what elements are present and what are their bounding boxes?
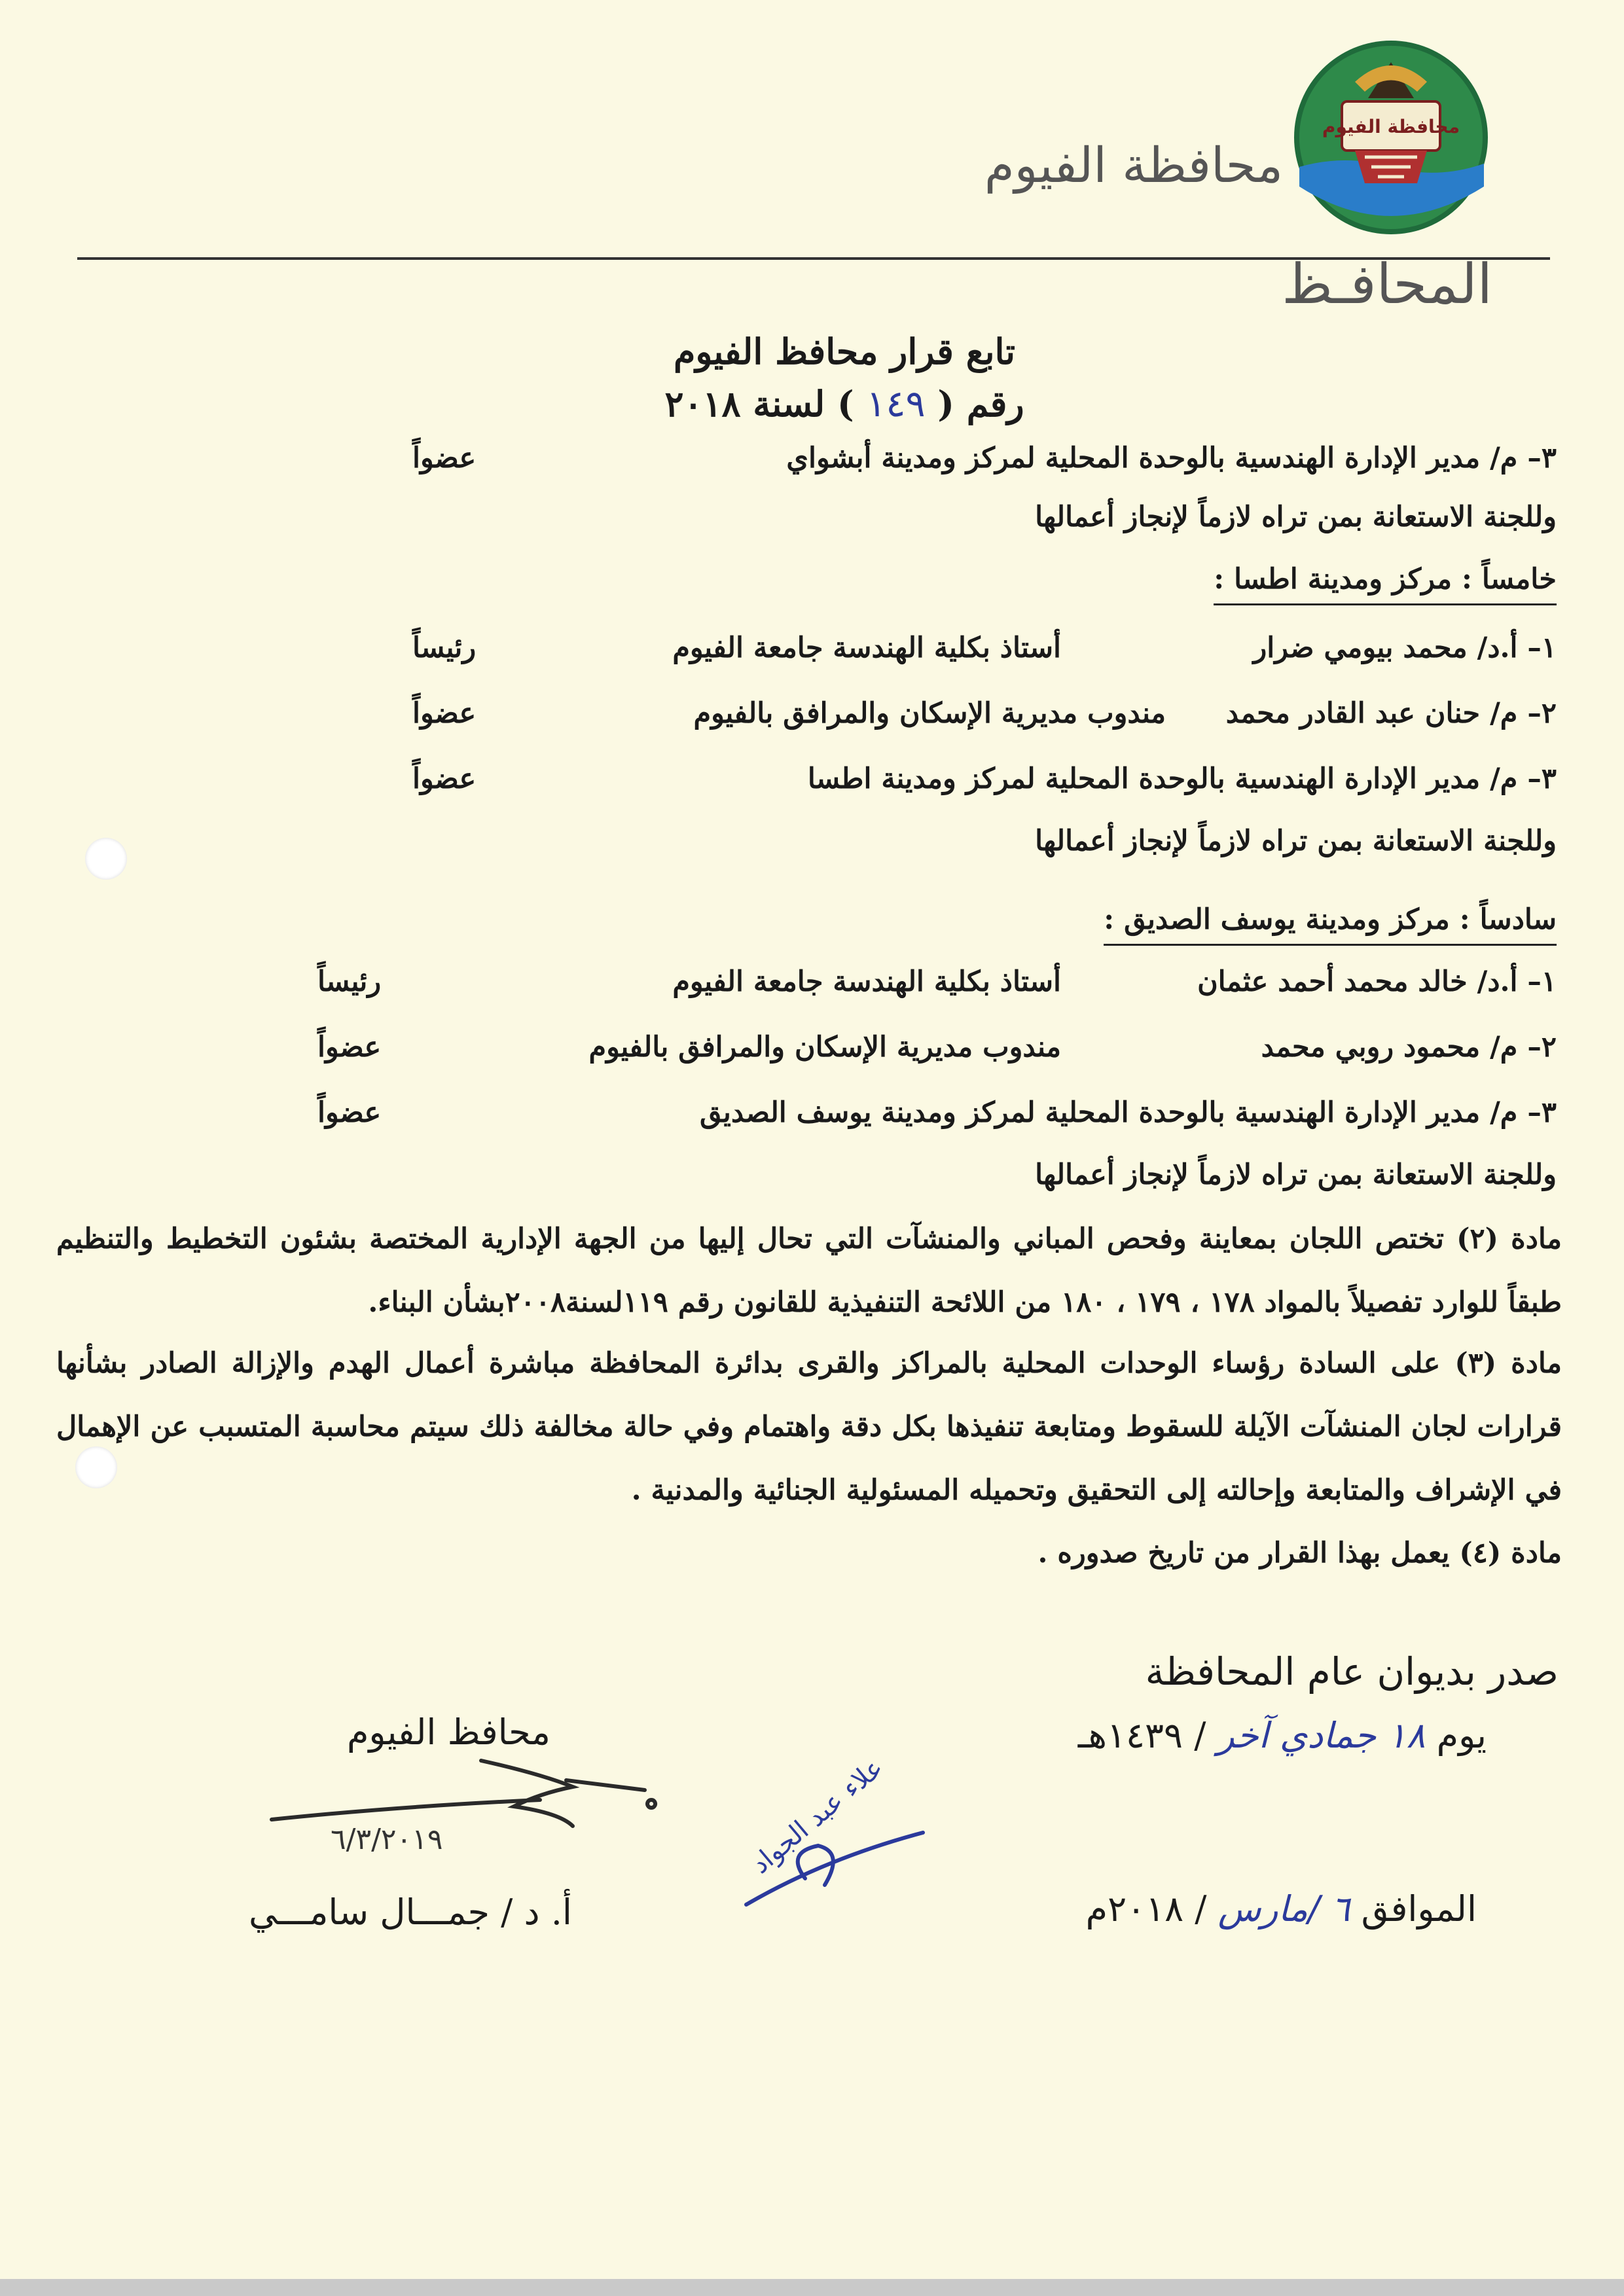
assist-note: وللجنة الاستعانة بمن تراه لازماً لإنجاز أعمالها: [1035, 501, 1557, 533]
governor-name: أ. د / جمـــال سامـــي: [249, 1892, 572, 1933]
issued-at: صدر بديوان عام المحافظة: [1145, 1649, 1559, 1694]
assist-note: وللجنة الاستعانة بمن تراه لازماً لإنجاز أعمالها: [1035, 825, 1557, 857]
hijri-date-handwritten: ١٨ جمادي آخر: [1217, 1715, 1426, 1756]
member-role: رئيساً: [317, 965, 382, 998]
hijri-date: [1078, 1715, 1487, 1756]
member-position: مندوب مديرية الإسكان والمرافق بالفيوم: [693, 697, 1166, 730]
member-position: أستاذ بكلية الهندسة جامعة الفيوم: [672, 632, 1061, 664]
member-name: ٣– م/ مدير الإدارة الهندسية بالوحدة المحلية لمركز ومدينة اطسا: [807, 762, 1557, 795]
member-name: ٣– م/ مدير الإدارة الهندسية بالوحدة المحلية لمركز ومدينة أبشواي: [786, 442, 1557, 475]
decree-number-handwritten: ١٤٩: [866, 383, 926, 425]
assist-note: وللجنة الاستعانة بمن تراه لازماً لإنجاز أعمالها: [1035, 1158, 1557, 1191]
article-3: مادة (٣) على السادة رؤساء الوحدات المحلية بالمراكز والقرى بدائرة المحافظة مباشرة أعمال الهدم والإزالة الصادر بشأنها قرارات لجان المنشآت الآيلة للسقوط ومتابعة تنفيذها بكل دقة واهتمام وفي حالة مخالفة ذلك سيتم محاسبة المتسبب عن الإهمال في الإشراف والمتابعة وإحالته إلى التحقيق وتحميله المسئولية الجنائية والمدنية .: [56, 1347, 1562, 1507]
member-name: ١– أ.د/ خالد محمد أحمد عثمان: [1197, 965, 1557, 998]
article-4: مادة (٤) يعمل بهذا القرار من تاريخ صدوره .: [1038, 1537, 1562, 1570]
member-name: ٣– م/ مدير الإدارة الهندسية بالوحدة المحلية لمركز ومدينة يوسف الصديق: [700, 1096, 1557, 1129]
section-heading: سادساً : مركز ومدينة يوسف الصديق :: [1104, 897, 1557, 946]
member-role: عضواً: [412, 762, 477, 795]
member-name: ٢– م/ حنان عبد القادر محمد: [1225, 697, 1557, 730]
member-role: رئيساً: [412, 632, 477, 664]
office-title: المحافـظ: [1282, 252, 1492, 316]
initials-text: علاء عبد الجواد: [746, 1752, 890, 1880]
decree-number: [589, 383, 1100, 425]
decree-number-prefix: رقم (: [937, 383, 1024, 425]
decree-title: تابع قرار محافظ الفيوم: [673, 331, 1016, 372]
equiv-label: الموافق: [1361, 1888, 1477, 1929]
hijri-year: / ١٤٣٩هـ: [1077, 1715, 1206, 1756]
governor-signature: [265, 1728, 691, 1846]
signature-date: ٦/٣/٢٠١٩: [331, 1823, 443, 1856]
decree-number-suffix: ) لسنة ٢٠١٨: [664, 383, 854, 425]
article-2: مادة (٢) تختص اللجان بمعاينة وفحص المباني والمنشآت التي تحال إليها من الجهة الإدارية المختصة بشئون التخطيط والتنظيم طبقاً للوارد تفصيلاً بالمواد ١٧٨ ، ١٧٩ ، ١٨٠ من اللائحة التنفيذية للقانون رقم ١١٩لسنة٢٠٠٨بشأن البناء.: [56, 1223, 1562, 1319]
member-role: عضواً: [317, 1096, 382, 1129]
member-name: ١– أ.د/ محمد بيومي ضرار: [1253, 632, 1557, 664]
section-heading: خامساً : مركز ومدينة اطسا :: [1214, 556, 1557, 605]
gregorian-date: [1086, 1888, 1477, 1929]
member-role: عضواً: [317, 1031, 382, 1064]
member-role: عضواً: [412, 697, 477, 730]
punch-hole: [85, 838, 127, 880]
initials-signature: [727, 1741, 936, 1924]
member-position: مندوب مديرية الإسكان والمرافق بالفيوم: [588, 1031, 1061, 1064]
governorate-logo: [1293, 36, 1489, 239]
scan-edge: [0, 2279, 1624, 2296]
member-name: ٢– م/ محمود روبي محمد: [1261, 1031, 1557, 1064]
governorate-name: محافظة الفيوم: [984, 137, 1283, 194]
day-label: يوم: [1436, 1715, 1487, 1756]
governor-title: محافظ الفيوم: [347, 1712, 550, 1753]
member-role: عضواً: [412, 442, 477, 475]
gregorian-date-handwritten: ٦ /مارس: [1218, 1888, 1350, 1929]
logo-text: محافظة الفيوم: [1322, 116, 1460, 137]
gregorian-year: / ٢٠١٨م: [1085, 1888, 1207, 1929]
member-position: أستاذ بكلية الهندسة جامعة الفيوم: [672, 965, 1061, 998]
punch-hole: [75, 1446, 117, 1488]
